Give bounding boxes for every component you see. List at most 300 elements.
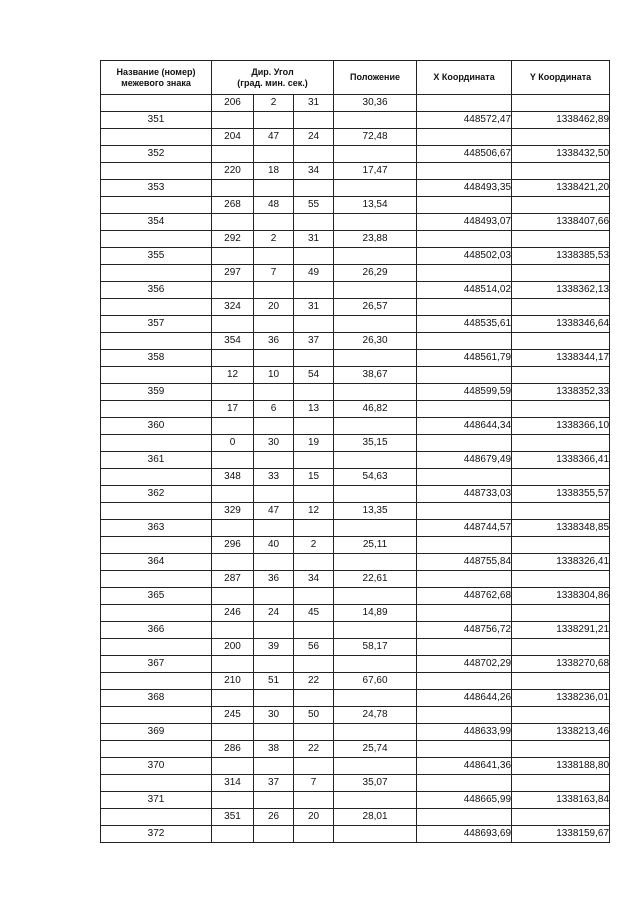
y-coordinate: 1338304,86 [512,588,610,605]
x-coordinate: 448756,72 [417,622,512,639]
angle-minutes-empty [254,724,294,741]
angle-seconds: 2 [294,537,334,554]
angle-seconds: 12 [294,503,334,520]
segment-row [101,197,610,214]
distance-empty [334,554,417,571]
y-coordinate: 1338421,20 [512,180,610,197]
angle-minutes: 6 [254,401,294,418]
x-cell-empty [417,775,512,792]
x-cell-empty [417,741,512,758]
name-cell-empty [101,265,212,282]
name-cell-empty [101,809,212,826]
angle-degrees-empty [212,282,254,299]
x-coordinate: 448733,03 [417,486,512,503]
angle-minutes-empty [254,282,294,299]
angle-seconds: 22 [294,741,334,758]
point-row [101,248,610,265]
distance-empty [334,690,417,707]
distance-empty [334,282,417,299]
name-cell-empty [101,129,212,146]
segment-row [101,537,610,554]
y-cell-empty [512,95,610,112]
angle-seconds: 49 [294,265,334,282]
angle-degrees-empty [212,826,254,843]
angle-seconds-empty [294,112,334,129]
angle-seconds-empty [294,792,334,809]
x-coordinate: 448514,02 [417,282,512,299]
x-coordinate: 448665,99 [417,792,512,809]
y-cell-empty [512,367,610,384]
angle-degrees: 206 [212,95,254,112]
distance-value: 38,67 [334,367,417,384]
angle-seconds: 45 [294,605,334,622]
point-row [101,316,610,333]
angle-degrees-empty [212,350,254,367]
x-coordinate: 448561,79 [417,350,512,367]
angle-degrees-empty [212,418,254,435]
angle-seconds: 54 [294,367,334,384]
angle-seconds-empty [294,486,334,503]
y-coordinate: 1338270,68 [512,656,610,673]
y-cell-empty [512,605,610,622]
angle-minutes-empty [254,316,294,333]
distance-empty [334,656,417,673]
x-cell-empty [417,571,512,588]
angle-seconds: 24 [294,129,334,146]
x-coordinate: 448744,57 [417,520,512,537]
point-name: 360 [101,418,212,435]
x-cell-empty [417,605,512,622]
table-body [101,95,610,843]
name-cell-empty [101,537,212,554]
point-row [101,622,610,639]
angle-degrees: 286 [212,741,254,758]
segment-row [101,673,610,690]
distance-value: 23,88 [334,231,417,248]
angle-seconds-empty [294,724,334,741]
distance-value: 13,54 [334,197,417,214]
x-coordinate: 448679,49 [417,452,512,469]
y-coordinate: 1338291,21 [512,622,610,639]
angle-minutes-empty [254,112,294,129]
x-coordinate: 448644,26 [417,690,512,707]
point-name: 352 [101,146,212,163]
distance-empty [334,588,417,605]
x-cell-empty [417,401,512,418]
y-coordinate: 1338236,01 [512,690,610,707]
angle-seconds: 56 [294,639,334,656]
angle-seconds-empty [294,418,334,435]
y-coordinate: 1338407,66 [512,214,610,231]
angle-degrees: 287 [212,571,254,588]
y-coordinate: 1338344,17 [512,350,610,367]
angle-seconds-empty [294,316,334,333]
x-cell-empty [417,299,512,316]
angle-seconds: 31 [294,299,334,316]
segment-row [101,163,610,180]
angle-minutes-empty [254,180,294,197]
angle-seconds-empty [294,214,334,231]
angle-minutes: 30 [254,707,294,724]
segment-row [101,741,610,758]
angle-minutes-empty [254,350,294,367]
header-distance: Положение [334,61,417,95]
angle-seconds: 22 [294,673,334,690]
y-coordinate: 1338366,10 [512,418,610,435]
angle-minutes-empty [254,826,294,843]
x-cell-empty [417,197,512,214]
distance-value: 26,29 [334,265,417,282]
point-name: 370 [101,758,212,775]
point-row [101,792,610,809]
angle-degrees: 324 [212,299,254,316]
angle-minutes: 38 [254,741,294,758]
distance-value: 58,17 [334,639,417,656]
y-coordinate: 1338366,41 [512,452,610,469]
name-cell-empty [101,367,212,384]
x-coordinate: 448641,36 [417,758,512,775]
angle-seconds: 34 [294,163,334,180]
angle-minutes: 26 [254,809,294,826]
y-coordinate: 1338432,50 [512,146,610,163]
angle-seconds-empty [294,622,334,639]
angle-degrees: 329 [212,503,254,520]
y-coordinate: 1338385,53 [512,248,610,265]
y-coordinate: 1338159,67 [512,826,610,843]
segment-row [101,129,610,146]
angle-seconds-empty [294,248,334,265]
angle-minutes: 48 [254,197,294,214]
angle-seconds-empty [294,656,334,673]
angle-degrees: 296 [212,537,254,554]
y-coordinate: 1338362,13 [512,282,610,299]
angle-degrees-empty [212,486,254,503]
name-cell-empty [101,197,212,214]
angle-seconds-empty [294,690,334,707]
point-name: 366 [101,622,212,639]
point-row [101,452,610,469]
angle-seconds: 55 [294,197,334,214]
angle-seconds: 13 [294,401,334,418]
angle-minutes: 33 [254,469,294,486]
x-cell-empty [417,95,512,112]
point-row [101,588,610,605]
y-cell-empty [512,333,610,350]
y-coordinate: 1338163,84 [512,792,610,809]
distance-empty [334,384,417,401]
angle-degrees-empty [212,520,254,537]
header-name [101,61,212,95]
angle-degrees: 354 [212,333,254,350]
angle-minutes-empty [254,452,294,469]
point-name: 368 [101,690,212,707]
point-name: 372 [101,826,212,843]
angle-minutes-empty [254,758,294,775]
x-coordinate: 448535,61 [417,316,512,333]
segment-row [101,435,610,452]
angle-seconds-empty [294,588,334,605]
angle-minutes-empty [254,622,294,639]
angle-degrees: 351 [212,809,254,826]
angle-minutes-empty [254,554,294,571]
distance-value: 35,15 [334,435,417,452]
angle-degrees: 314 [212,775,254,792]
header-angle [212,61,334,95]
x-cell-empty [417,231,512,248]
point-name: 369 [101,724,212,741]
name-cell-empty [101,707,212,724]
distance-value: 25,74 [334,741,417,758]
distance-value: 46,82 [334,401,417,418]
x-coordinate: 448599,59 [417,384,512,401]
x-coordinate: 448572,47 [417,112,512,129]
angle-degrees-empty [212,146,254,163]
y-cell-empty [512,503,610,520]
angle-degrees: 297 [212,265,254,282]
point-name: 364 [101,554,212,571]
distance-value: 35,07 [334,775,417,792]
distance-empty [334,248,417,265]
header-angle-line1: Дир. Угол [251,66,294,77]
angle-minutes: 18 [254,163,294,180]
distance-empty [334,792,417,809]
angle-seconds: 50 [294,707,334,724]
y-coordinate: 1338326,41 [512,554,610,571]
angle-minutes: 40 [254,537,294,554]
x-cell-empty [417,537,512,554]
angle-minutes: 47 [254,503,294,520]
distance-empty [334,214,417,231]
segment-row [101,503,610,520]
point-name: 357 [101,316,212,333]
angle-seconds: 31 [294,95,334,112]
point-name: 363 [101,520,212,537]
distance-value: 17,47 [334,163,417,180]
distance-empty [334,452,417,469]
y-cell-empty [512,741,610,758]
y-cell-empty [512,299,610,316]
x-cell-empty [417,265,512,282]
x-coordinate: 448693,69 [417,826,512,843]
angle-degrees-empty [212,214,254,231]
segment-row [101,265,610,282]
y-coordinate: 1338346,64 [512,316,610,333]
segment-row [101,707,610,724]
angle-degrees-empty [212,384,254,401]
y-coordinate: 1338355,57 [512,486,610,503]
angle-degrees-empty [212,248,254,265]
coordinates-table [100,60,610,843]
angle-seconds-empty [294,146,334,163]
point-row [101,418,610,435]
y-coordinate: 1338352,33 [512,384,610,401]
angle-degrees: 245 [212,707,254,724]
distance-empty [334,826,417,843]
x-cell-empty [417,333,512,350]
x-coordinate: 448644,34 [417,418,512,435]
point-row [101,758,610,775]
point-name: 365 [101,588,212,605]
angle-minutes-empty [254,792,294,809]
name-cell-empty [101,639,212,656]
angle-degrees: 17 [212,401,254,418]
angle-minutes-empty [254,248,294,265]
segment-row [101,571,610,588]
point-name: 358 [101,350,212,367]
distance-value: 24,78 [334,707,417,724]
x-cell-empty [417,435,512,452]
distance-empty [334,418,417,435]
name-cell-empty [101,333,212,350]
angle-seconds-empty [294,180,334,197]
angle-seconds-empty [294,452,334,469]
point-row [101,486,610,503]
angle-seconds: 31 [294,231,334,248]
angle-degrees: 220 [212,163,254,180]
segment-row [101,231,610,248]
name-cell-empty [101,163,212,180]
angle-degrees-empty [212,792,254,809]
angle-minutes: 39 [254,639,294,656]
angle-minutes: 36 [254,571,294,588]
point-row [101,384,610,401]
name-cell-empty [101,673,212,690]
point-row [101,180,610,197]
distance-empty [334,350,417,367]
y-coordinate: 1338348,85 [512,520,610,537]
angle-minutes-empty [254,418,294,435]
point-name: 361 [101,452,212,469]
y-coordinate: 1338462,89 [512,112,610,129]
angle-seconds-empty [294,350,334,367]
header-y: Y Координата [512,61,610,95]
angle-minutes: 7 [254,265,294,282]
angle-seconds-empty [294,554,334,571]
point-row [101,214,610,231]
name-cell-empty [101,503,212,520]
angle-minutes: 2 [254,95,294,112]
distance-empty [334,758,417,775]
header-name-line1: Название (номер) [116,66,196,77]
segment-row [101,809,610,826]
angle-seconds: 7 [294,775,334,792]
x-coordinate: 448633,99 [417,724,512,741]
point-name: 354 [101,214,212,231]
x-cell-empty [417,639,512,656]
point-row [101,520,610,537]
distance-value: 67,60 [334,673,417,690]
point-name: 356 [101,282,212,299]
angle-minutes-empty [254,486,294,503]
angle-minutes-empty [254,384,294,401]
distance-empty [334,146,417,163]
y-cell-empty [512,265,610,282]
x-coordinate: 448493,07 [417,214,512,231]
angle-minutes: 30 [254,435,294,452]
name-cell-empty [101,571,212,588]
angle-minutes: 47 [254,129,294,146]
name-cell-empty [101,231,212,248]
y-cell-empty [512,435,610,452]
x-cell-empty [417,673,512,690]
point-row [101,350,610,367]
distance-value: 26,30 [334,333,417,350]
y-cell-empty [512,197,610,214]
angle-minutes-empty [254,214,294,231]
x-coordinate: 448755,84 [417,554,512,571]
y-cell-empty [512,401,610,418]
segment-row [101,775,610,792]
angle-seconds: 15 [294,469,334,486]
name-cell-empty [101,741,212,758]
distance-value: 25,11 [334,537,417,554]
angle-seconds-empty [294,384,334,401]
y-cell-empty [512,639,610,656]
angle-degrees-empty [212,588,254,605]
point-name: 371 [101,792,212,809]
segment-row [101,605,610,622]
angle-degrees: 210 [212,673,254,690]
distance-empty [334,486,417,503]
distance-empty [334,316,417,333]
name-cell-empty [101,95,212,112]
segment-row [101,639,610,656]
angle-degrees-empty [212,622,254,639]
name-cell-empty [101,435,212,452]
x-coordinate: 448502,03 [417,248,512,265]
angle-minutes: 2 [254,231,294,248]
x-coordinate: 448493,35 [417,180,512,197]
x-cell-empty [417,503,512,520]
angle-seconds-empty [294,826,334,843]
x-coordinate: 448702,29 [417,656,512,673]
angle-degrees: 292 [212,231,254,248]
segment-row [101,299,610,316]
point-name: 353 [101,180,212,197]
point-name: 351 [101,112,212,129]
y-cell-empty [512,809,610,826]
x-coordinate: 448762,68 [417,588,512,605]
angle-minutes: 24 [254,605,294,622]
segment-row [101,95,610,112]
angle-minutes-empty [254,690,294,707]
angle-minutes-empty [254,656,294,673]
angle-degrees-empty [212,554,254,571]
point-name: 355 [101,248,212,265]
angle-degrees: 204 [212,129,254,146]
angle-seconds-empty [294,520,334,537]
angle-seconds: 19 [294,435,334,452]
y-coordinate: 1338188,80 [512,758,610,775]
point-row [101,724,610,741]
angle-seconds-empty [294,282,334,299]
angle-minutes-empty [254,520,294,537]
point-row [101,554,610,571]
point-name: 359 [101,384,212,401]
point-row [101,112,610,129]
angle-degrees-empty [212,452,254,469]
angle-degrees: 0 [212,435,254,452]
distance-empty [334,112,417,129]
header-x: X Координата [417,61,512,95]
distance-value: 72,48 [334,129,417,146]
angle-minutes: 36 [254,333,294,350]
point-row [101,690,610,707]
y-cell-empty [512,775,610,792]
x-cell-empty [417,809,512,826]
angle-degrees: 12 [212,367,254,384]
angle-degrees-empty [212,724,254,741]
